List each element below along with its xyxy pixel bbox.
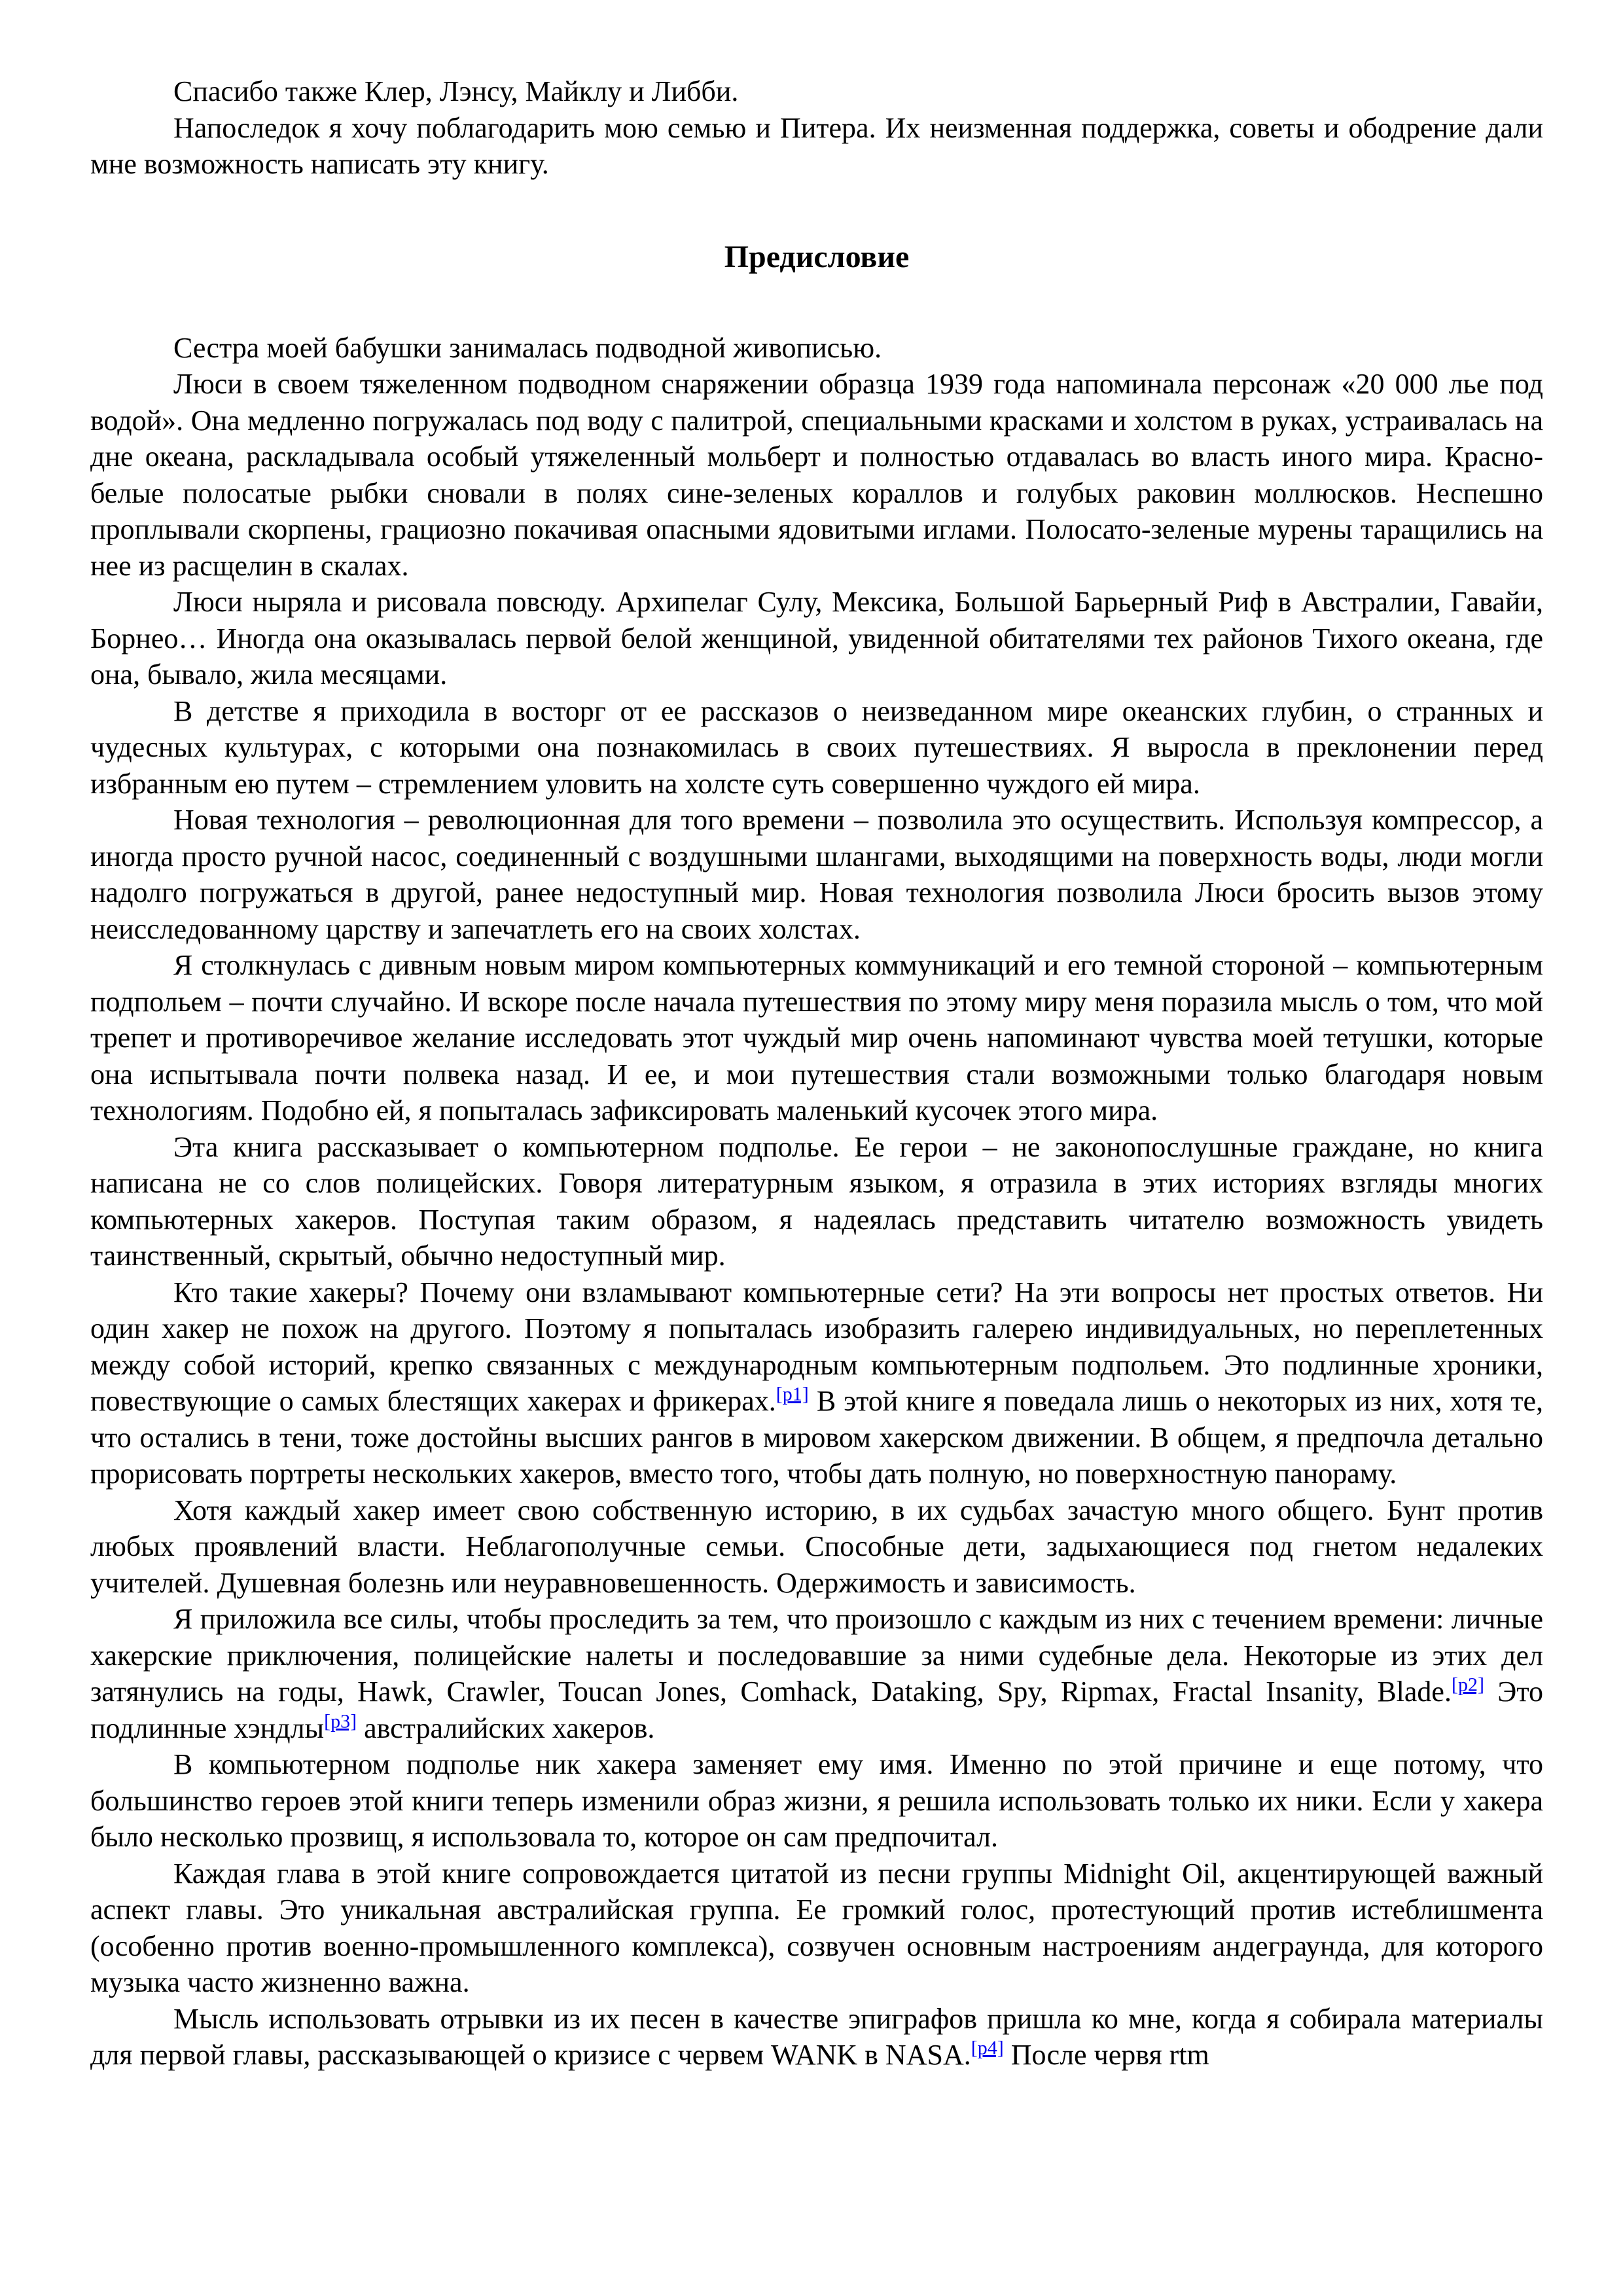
footnote-link-p3[interactable]: [p3]: [324, 1710, 357, 1732]
footnote-link-p4[interactable]: [p4]: [971, 2037, 1004, 2059]
paragraph-text: Я приложила все силы, чтобы проследить за тем, что произошло с каждым из них с течением времени: личные хакерские приключения, полицейские налеты и последовавшие за ними судебные дела. Некоторые из этих дел затянулись на годы, Hawk, Crawler, Toucan Jones, Comhack, Dataking, Spy, Ripmax, Fractal Insanity, Blade.: [90, 1603, 1543, 1708]
body-paragraph-common: Хотя каждый хакер имеет свою собственную историю, в их судьбах зачастую много общего. Бунт против любых проявлений власти. Неблагополучные семьи. Способные дети, задыхающиеся под гнетом недалеких учителей. Душевная болезнь или неуравновешенность. Одержимость и зависимость.: [90, 1494, 1543, 1599]
body-paragraph-2: Люси в своем тяжеленном подводном снаряжении образца 1939 года напоминала персонаж «20 000 лье под водой». Она медленно погружалась под воду с палитрой, специальными красками и холстом в руках, устраивалась на дне океана, раскладывала особый утяжеленный мольберт и полностью отдавалась во власть иного мира. Красно-белые полосатые рыбки сновали в полях сине-зеленых кораллов и голубых раковин моллюсков. Неспешно проплывали скорпены, грациозно покачивая опасными ядовитыми иглами. Полосато-зеленые мурены таращились на нее из расщелин в скалах.: [90, 368, 1543, 582]
paragraph-text: В этой книге я поведала лишь о некоторых из них, хотя те, что остались в тени, тоже достойны высших рангов в мировом хакерском движении. В общем, я предпочла детально прорисовать портреты нескольких хакеров, вместо того, чтобы дать полную, но поверхностную панораму.: [90, 1385, 1544, 1490]
body-paragraph-1: Сестра моей бабушки занималась подводной живописью.: [173, 331, 882, 364]
paragraph-text: Кто такие хакеры? Почему они взламывают компьютерные сети? На эти вопросы нет простых ответов. Ни один хакер не похож на другого. Поэтому я попыталась изобразить галерею индивидуальных, но переплетенных между собой историй, крепко связанных с международным компьютерным подпольем. Это подлинные хроники, повествующие о самых блестящих хакерах и фрикерах.: [90, 1276, 1543, 1417]
body-paragraph-hackers: [90, 1274, 1543, 1492]
footnote-link-p2[interactable]: [p2]: [1451, 1674, 1484, 1696]
paragraph-text: Мысль использовать отрывки из их песен в качестве эпиграфов пришла ко мне, когда я собирала материалы для первой главы, рассказывающей о кризисе с червем WANK в NASA.: [90, 2002, 1543, 2071]
body-paragraph-6: Я столкнулась с дивным новым миром компьютерных коммуникаций и его темной стороной – компьютерным подпольем – почти случайно. И вскоре после начала путешествия по этому миру меня поразила мысль о том, что мой трепет и противоречивое желание исследовать этот чуждый мир очень напоминают чувства моей тетушки, которые она испытывала почти полвека назад. И ее, и мои путешествия стали возможными только благодаря новым технологиям. Подобно ей, я попыталась зафиксировать маленький кусочек этого мира.: [90, 949, 1543, 1126]
body-paragraph-midnight-oil: Каждая глава в этой книге сопровождается цитатой из песни группы Midnight Oil, акцентирующей важный аспект главы. Это уникальная австралийская группа. Ее громкий голос, протестующий против истеблишмента (особенно против военно-промышленного комплекса), созвучен основным настроениям андеграунда, для которого музыка часто жизненно важна.: [90, 1857, 1543, 1998]
footnote-link-p1[interactable]: [p1]: [776, 1383, 809, 1405]
body-paragraph-4: В детстве я приходила в восторг от ее рассказов о неизведанном мире океанских глубин, о странных и чудесных культурах, с которыми она познакомилась в своих путешествиях. Я выросла в преклонении перед избранным ею путем – стремлением уловить на холсте суть совершенно чуждого ей мира.: [90, 694, 1543, 800]
body-paragraph-5: Новая технология – революционная для того времени – позволила это осуществить. Используя компрессор, а иногда просто ручной насос, соединенный с воздушными шлангами, выходящими на поверхность воды, люди могли надолго погружаться в другой, ранее недоступный мир. Новая технология позволила Люси бросить вызов этому неисследованному царству и запечатлеть его на своих холстах.: [90, 804, 1543, 945]
body-paragraph-3: Люси ныряла и рисовала повсюду. Архипелаг Сулу, Мексика, Большой Барьерный Риф в Австралии, Гавайи, Борнео… Иногда она оказывалась первой белой женщиной, увиденной обитателями тех районов Тихого океана, где она, бывало, жила месяцами.: [90, 586, 1543, 691]
body-paragraph-trace: [90, 1601, 1543, 1746]
section-heading: Предисловие: [724, 239, 910, 274]
paragraph-text: После червя rtm: [1003, 2039, 1209, 2071]
body-paragraph-epigraph: [90, 2001, 1543, 2073]
paragraph-text: Это подлинные хэндлы: [90, 1676, 1543, 1744]
body-paragraph-nicks: В компьютерном подполье ник хакера заменяет ему имя. Именно по этой причине и еще потому, что большинство героев этой книги теперь изменили образ жизни, я решила использовать только их ники. Если у хакера было несколько прозвищ, я использовала то, которое он сам предпочитал.: [90, 1748, 1543, 1853]
body-paragraph-7: Эта книга рассказывает о компьютерном подполье. Ее герои – не законопослушные граждане, но книга написана не со слов полицейских. Говоря литературным языком, я отразила в этих историях взгляды многих компьютерных хакеров. Поступая таким образом, я надеялась представить читателю возможность увидеть таинственный, скрытый, обычно недоступный мир.: [90, 1130, 1543, 1272]
paragraph-text: австралийских хакеров.: [357, 1712, 655, 1744]
document-page: [90, 73, 1543, 2073]
intro-paragraph-1: Спасибо также Клер, Лэнсу, Майклу и Либби.: [173, 75, 739, 107]
intro-paragraph-2: Напоследок я хочу поблагодарить мою семью и Питера. Их неизменная поддержка, советы и ободрение дали мне возможность написать эту книгу.: [90, 111, 1543, 180]
